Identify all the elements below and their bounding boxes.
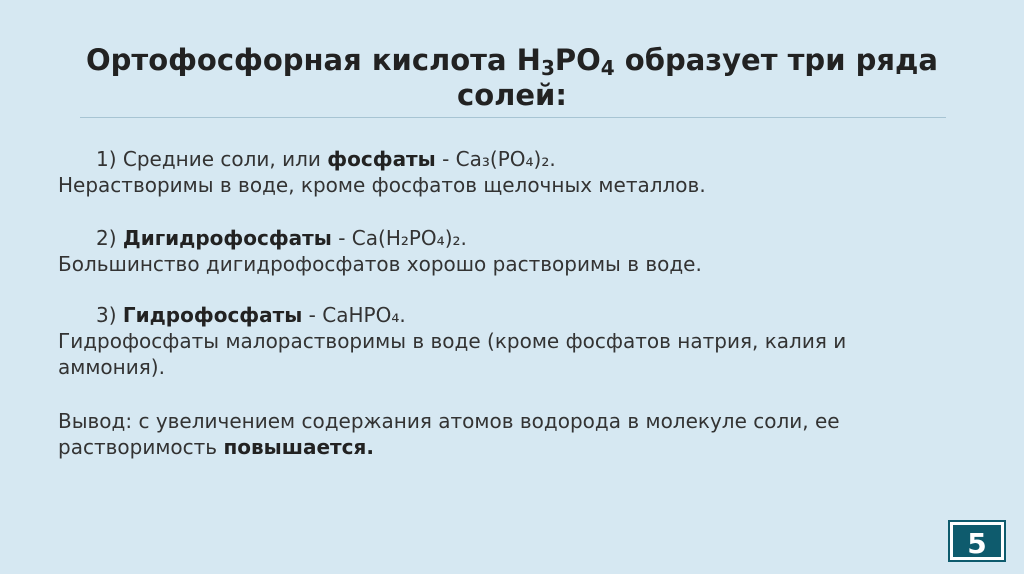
item-3-prefix: 3) [96,303,123,327]
item-1-formula: - Ca₃(PO₄)₂. [435,147,556,171]
page-number-badge: 5 [950,522,1004,560]
item-3-formula: - CaHPO₄. [302,303,406,327]
item-2-formula: - Ca(H₂PO₄)₂. [331,226,467,250]
item-1-heading [58,146,988,172]
item-1-note: Нерастворимы в воде, кроме фосфатов щелочных металлов. [58,173,706,197]
title-subscript-3: 3 [540,56,555,80]
slide-title [60,44,964,111]
title-subscript-4: 4 [600,56,615,80]
item-1-term: фосфаты [327,147,436,171]
item-2-heading [58,225,988,251]
item-1-prefix: 1) Средние соли, или [96,147,328,171]
title-divider [80,117,946,118]
item-2-prefix: 2) [96,226,123,250]
slide-body [58,146,988,460]
item-3-note: Гидрофосфаты малорастворимы в воде (кроме фосфатов натрия, калия и аммония). [58,329,847,379]
title-text-1: Ортофосфорная кислота H [86,43,541,77]
item-3-heading [58,302,988,328]
title-text-3: образует три ряда солей: [457,43,938,112]
item-3-term: Гидрофосфаты [122,303,303,327]
conclusion-emphasis: повышается. [223,435,374,459]
item-2-term: Дигидрофосфаты [122,226,332,250]
item-2-note: Большинство дигидрофосфатов хорошо растворимы в воде. [58,252,702,276]
conclusion [58,408,938,460]
title-text-2: PO [554,43,601,77]
conclusion-text: Вывод: с увеличением содержания атомов водорода в молекуле соли, ее растворимость [58,409,840,459]
